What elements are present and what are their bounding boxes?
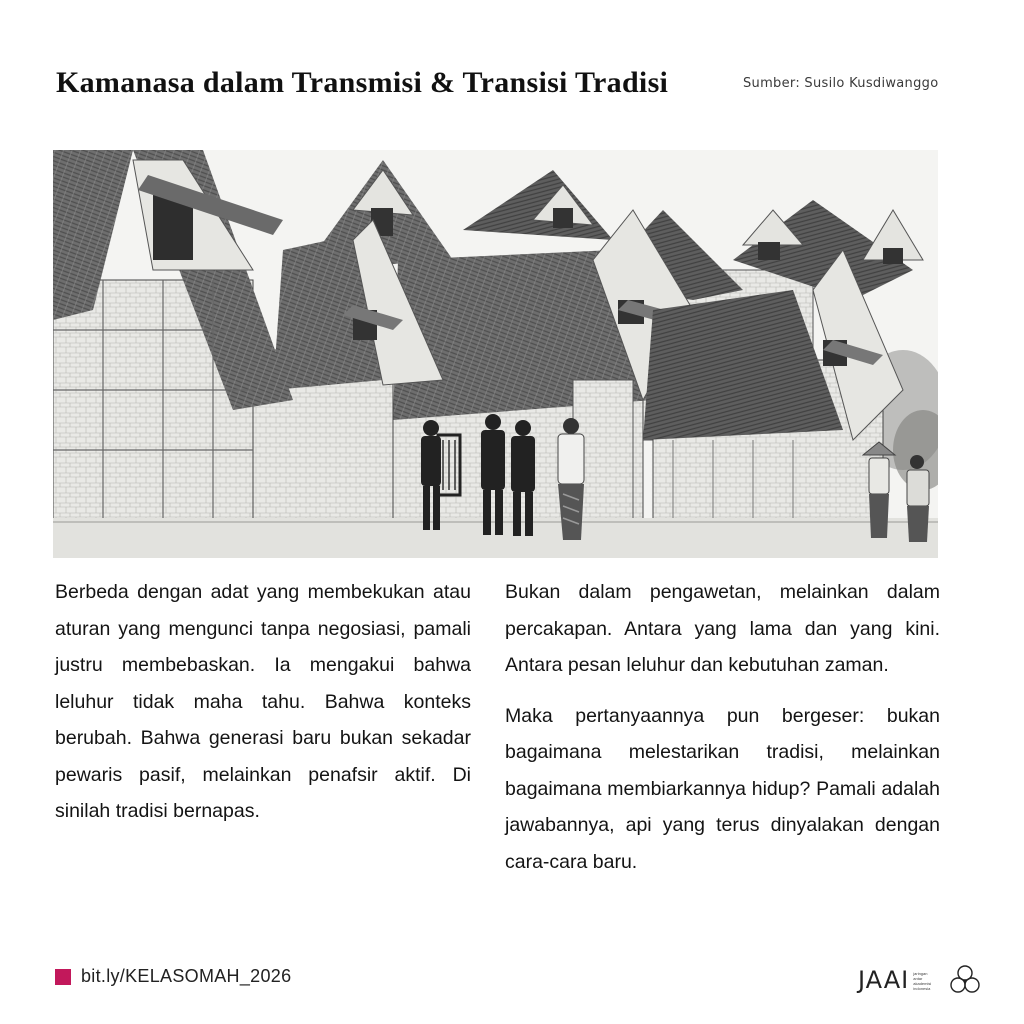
body-column-right: [505, 574, 940, 880]
triple-knot-logo-icon: [947, 962, 983, 998]
brand-tagline: jaringan antar akademisi indonesia: [913, 971, 932, 991]
paragraph: Maka pertanyaannya pun bergeser: bukan bagaimana melestarikan tradisi, melainkan bagaimana membiarkannya hidup? Pamali adalah jawabannya, api yang terus dinyalakan dengan cara-cara baru.: [505, 704, 940, 873]
body-column-left: [55, 574, 471, 830]
brand-wordmark: JAAI: [858, 966, 910, 994]
paragraph: Berbeda dengan adat yang membekukan atau aturan yang mengunci tanpa negosiasi, pamali justru membebaskan. Ia mengakui bahwa leluhur tidak maha tahu. Bahwa konteks berubah. Bahwa generasi baru bukan sekadar pewaris pasif, melainkan penafsir aktif. Di sinilah tradisi bernapas.: [55, 581, 471, 822]
village-of-thatched-houses-with-people-icon: [53, 150, 938, 558]
brand-logo: [858, 962, 983, 998]
footer-link-text[interactable]: bit.ly/KELASOMAH_2026: [81, 966, 292, 986]
paragraph: Bukan dalam pengawetan, melainkan dalam percakapan. Antara yang lama dan yang kini. Antara pesan leluhur dan kebutuhan zaman.: [505, 581, 940, 676]
village-illustration: [53, 150, 938, 558]
footer-link[interactable]: [55, 966, 291, 987]
accent-square-icon: [55, 969, 71, 985]
page-title: Kamanasa dalam Transmisi & Transisi Tradisi: [56, 66, 669, 99]
image-source-credit: Sumber: Susilo Kusdiwanggo: [743, 76, 939, 91]
